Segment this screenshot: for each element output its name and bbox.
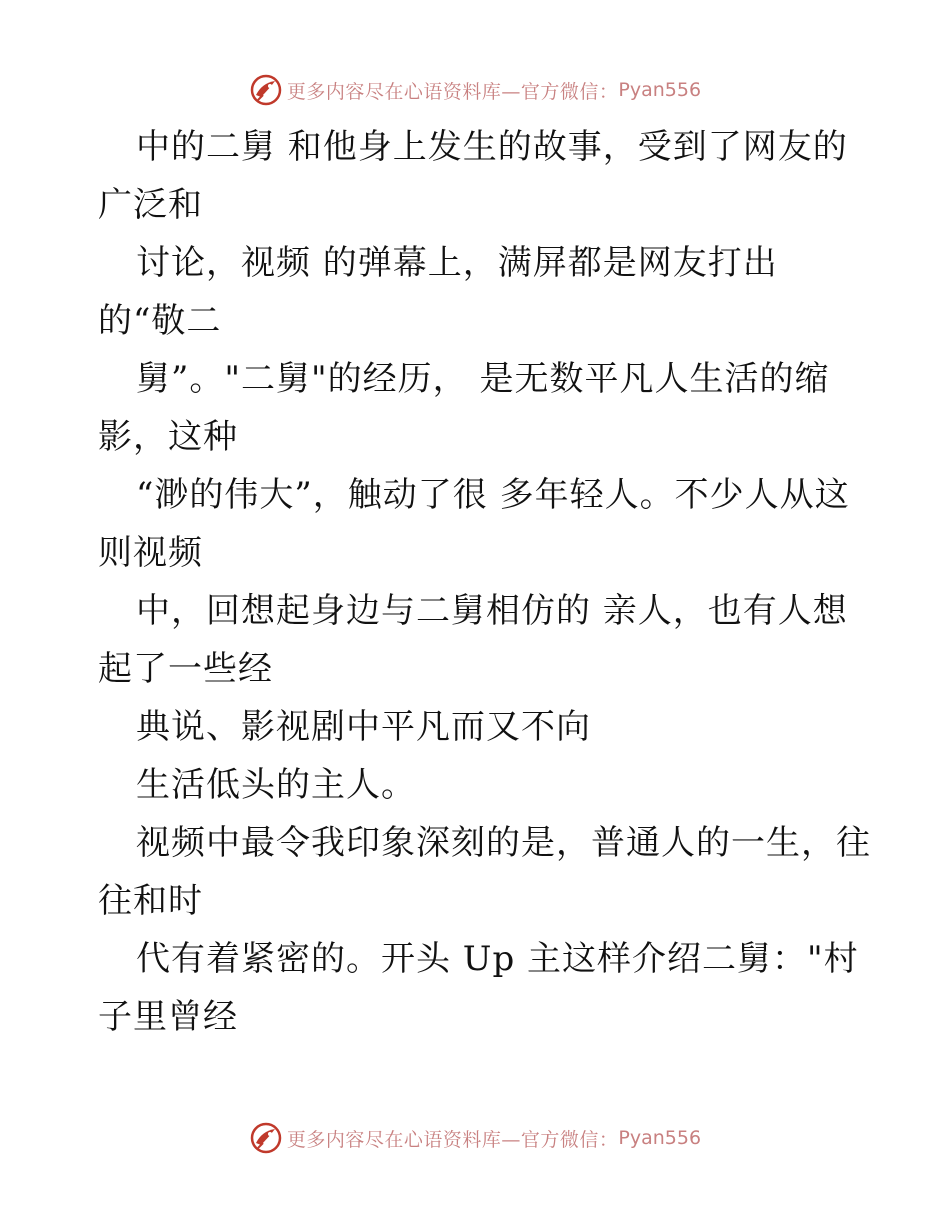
header-watermark-text: 更多内容尽在心语资料库—官方微信： [286, 80, 619, 103]
text-line: 起了一些经 [98, 649, 273, 689]
header-watermark-id: Pyan556 [618, 79, 702, 101]
text-line: 往和时 [98, 881, 203, 921]
document-body [98, 118, 898, 1046]
header-watermark [0, 70, 950, 110]
text-line: 子里曾经 [98, 997, 238, 1037]
text-line: 的“敬二 [98, 301, 222, 341]
text-line: 影，这种 [98, 417, 238, 457]
footer-watermark-text: 更多内容尽在心语资料库—官方微信： [286, 1128, 619, 1151]
text-line: 代有着紧密的。开头 Up 主这样介绍二舅："村 [136, 939, 859, 979]
footer-watermark-id: Pyan556 [618, 1127, 702, 1149]
text-line: “渺的伟大”，触动了很 多年轻人。不少人从这 [136, 475, 850, 515]
text-line: 生活低头的主人。 [136, 765, 416, 805]
text-line: 广泛和 [98, 185, 203, 225]
text-line: 中的二舅 和他身上发生的故事，受到了网友的 [136, 127, 848, 167]
text-line: 则视频 [98, 533, 203, 573]
text-line: 舅”。"二舅"的经历， 是无数平凡人生活的缩 [136, 359, 830, 399]
pen-logo-icon [249, 73, 283, 107]
footer-watermark [0, 1118, 950, 1158]
text-line: 典说、影视剧中平凡而又不向 [136, 707, 591, 747]
pen-logo-icon [249, 1121, 283, 1155]
text-line: 讨论，视频 的弹幕上，满屏都是网友打出 [136, 243, 778, 283]
text-line: 中，回想起身边与二舅相仿的 亲人，也有人想 [136, 591, 848, 631]
text-line: 视频中最令我印象深刻的是，普通人的一生，往 [136, 823, 871, 863]
